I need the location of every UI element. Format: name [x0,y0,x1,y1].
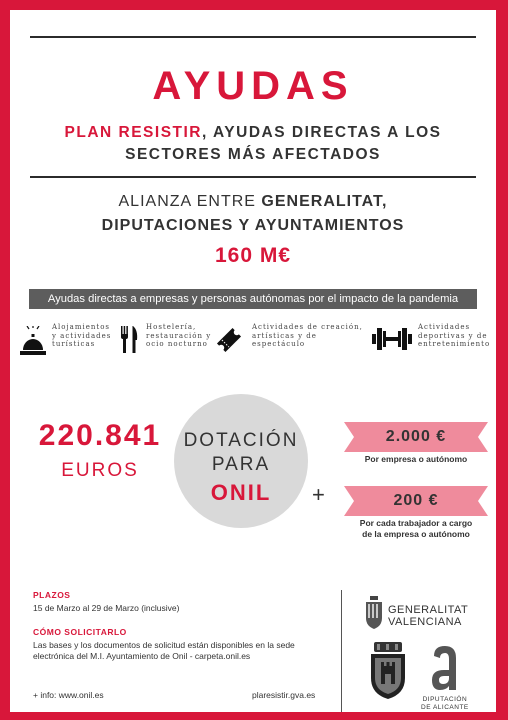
sector-label: Actividades de creación, artísticas y de espectáculo [252,323,363,348]
sector-sports [372,322,496,362]
web-link[interactable]: plaresistir.gva.es [252,690,316,700]
circle-line1: DOTACIÓN [183,430,299,451]
onil-coat-of-arms-icon [368,642,408,700]
generalitat-text: GENERALITAT VALENCIANA [388,604,469,628]
sector-hospitality [120,322,230,362]
plazos-text: 15 de Marzo al 29 de Marzo (inclusive) [33,603,180,613]
plazos-title: PLAZOS [33,590,71,600]
poster [10,10,496,712]
aid-ribbon-worker [344,486,488,516]
generalitat-logo-icon [364,596,384,630]
alliance-prefix: ALIANZA ENTRE [118,193,262,210]
dumbbell-icon [372,326,412,352]
footer-divider [341,590,342,712]
ticket-icon [216,326,242,354]
endowment-circle [174,394,308,528]
subtitle-rest: , AYUDAS DIRECTAS A LOS [202,124,442,141]
como-title: CÓMO SOLICITARLO [33,627,127,637]
circle-line2: PARA [211,454,271,475]
como-text: Las bases y los documentos de solicitud están disponibles en la sede electrónica del M.I. Ayuntamiento de Onil - carpeta.onil.es [33,640,295,661]
plus-sign: + [312,482,325,507]
aid-amount: 2.000 € [385,428,447,445]
alliance-strong: GENERALITAT, [261,193,388,210]
aid-description: Por cada trabajador a cargo de la empresa o autónomo [359,518,473,539]
alliance-text [30,190,476,238]
sector-label: Hostelería, restauración y ocio nocturno [146,323,212,348]
fork-knife-icon [120,326,138,354]
sector-label: Alojamientos y actividades turísticas [52,323,112,348]
endowment-unit: EUROS [61,460,139,481]
aid-amount: 200 € [393,492,439,509]
top-rule [30,36,476,38]
circle-line3: ONIL [210,480,272,505]
diputacion-logo-icon [428,644,462,694]
aid-description: Por empresa o autónomo [364,454,468,464]
hotel-bell-icon [20,326,46,356]
middle-rule [30,176,476,178]
info-banner: Ayudas directas a empresas y personas autónomas por el impacto de la pandemia [29,289,477,309]
endowment-value: 220.841 [38,419,162,452]
info-link[interactable]: + info: www.onil.es [33,690,104,700]
sector-accommodation [20,322,130,362]
total-amount: 160 M€ [214,244,292,267]
sector-label: Actividades deportivas y de entretenimiento [418,323,491,348]
diputacion-text: DIPUTACIÓN DE ALICANTE [421,696,469,711]
alliance-line2: DIPUTACIONES Y AYUNTAMIENTOS [101,217,405,234]
sector-arts [216,322,366,362]
subtitle-line2: SECTORES MÁS AFECTADOS [125,146,381,163]
aid-ribbon-company [344,422,488,452]
subtitle-highlight: PLAN RESISTIR [64,124,202,141]
subtitle [30,122,476,166]
page-title: AYUDAS [152,64,354,108]
